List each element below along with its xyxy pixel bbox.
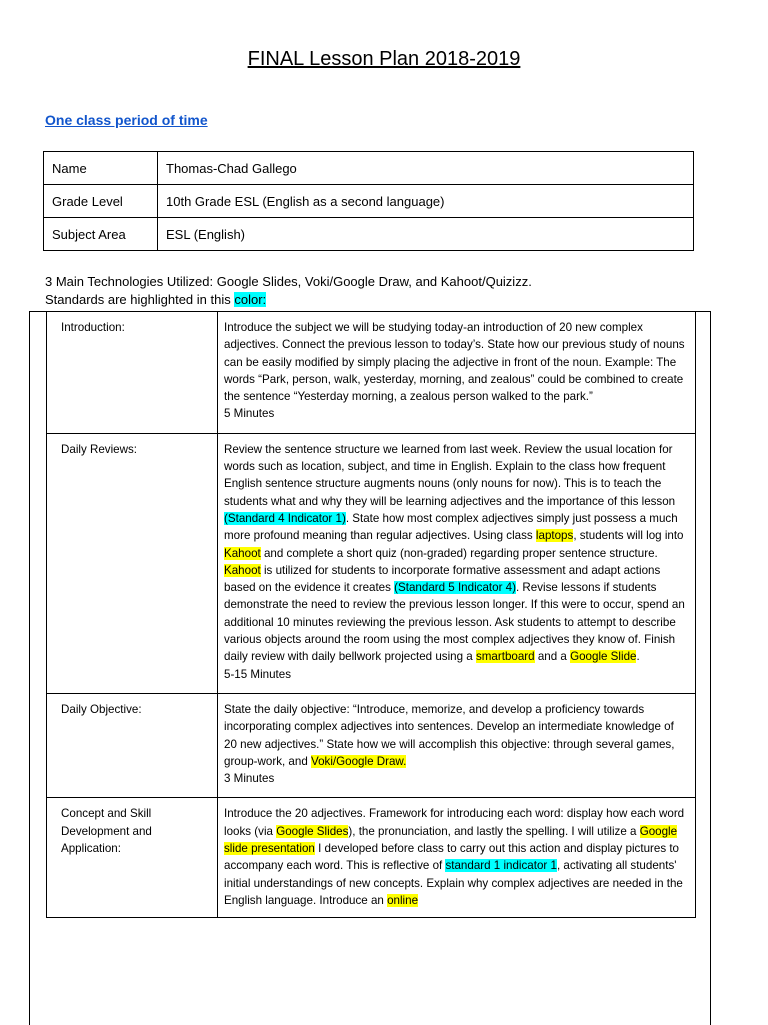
standard-highlight: (Standard 4 Indicator 1) <box>224 511 346 525</box>
standards-prefix: Standards are highlighted in this <box>45 292 235 307</box>
table-row <box>47 798 696 918</box>
technology-highlight: laptops <box>535 529 574 543</box>
text-run: I developed before class to carry out this action and display pictures to accompany each word. This is reflective of <box>224 842 680 873</box>
text-run: Review the sentence structure we learned from last week. Review the usual location for words such as location, subject, and time in English. Explain to the class how frequent English sentence structure augments nouns (only nouns for now). This is to teach the students what and why they will be learning adjectives and the importance of this lesson <box>224 442 676 508</box>
standards-line <box>45 291 532 309</box>
subject-area-value: ESL (English) <box>158 218 694 251</box>
text-run: ), the pronunciation, and lastly the spelling. I will utilize a <box>348 824 640 838</box>
text-run: State the daily objective: “Introduce, memorize, and develop a proficiency towards incorporating complex adjectives into sentences. Develop an intermediate knowledge of 20 new adjectives.” State how we will accomplish this objective: through several games, group-work, and <box>224 702 675 768</box>
concept-content <box>218 798 696 918</box>
name-value: Thomas-Chad Gallego <box>158 152 694 185</box>
subject-area-label: Subject Area <box>44 218 158 251</box>
daily-reviews-time: 5-15 Minutes <box>224 667 292 681</box>
daily-reviews-label: Daily Reviews: <box>47 433 218 693</box>
standard-highlight: (Standard 5 Indicator 4) <box>394 581 516 595</box>
text-run: . <box>636 650 640 664</box>
standards-color-highlight: color: <box>234 292 267 307</box>
table-row <box>47 433 696 693</box>
daily-objective-content <box>218 693 696 797</box>
grade-level-value: 10th Grade ESL (English as a second language) <box>158 185 694 218</box>
text-run: Introduce the 20 adjectives. Framework for introducing each word: display how each word looks (via <box>224 807 685 838</box>
introduction-time: 5 Minutes <box>224 407 275 421</box>
text-run: , students will log into <box>573 529 684 543</box>
technology-highlight: smartboard <box>475 650 535 664</box>
lesson-plan-table <box>46 311 696 918</box>
technology-highlight: Kahoot <box>224 563 261 577</box>
daily-reviews-content <box>218 433 696 693</box>
table-row <box>44 218 694 251</box>
text-run: . Revise lessons if students demonstrate the need to review the previous lesson longer. If this were to occur, spend an additional 10 minutes reviewing the previous lesson. Ask students to attempt to describe various objects around the room using the most complex adjectives they know of. Finish daily review with daily bellwork projected using a <box>224 581 685 664</box>
info-table <box>43 151 694 251</box>
technologies-line: 3 Main Technologies Utilized: Google Slides, Voki/Google Draw, and Kahoot/Quizizz. <box>45 274 532 289</box>
technology-highlight: online <box>387 893 419 907</box>
grade-level-label: Grade Level <box>44 185 158 218</box>
text-run: is utilized for students to incorporate formative assessment and adapt actions based on the evidence it creates <box>224 563 661 595</box>
introduction-text: Introduce the subject we will be studying today-an introduction of 20 new complex adjectives. Connect the previous lesson to today’s. State how our previous study of nouns can be easily modified by simply placing the adjective in front of the noun. Example: The words “Park, person, walk, yesterday, morning, and zealous” could be combined to create the sentence “Yesterday morning, a zealous person walked to the park.” <box>224 321 685 404</box>
name-label: Name <box>44 152 158 185</box>
technology-highlight: Google slide presentation <box>224 824 678 856</box>
table-row <box>47 693 696 797</box>
daily-objective-label: Daily Objective: <box>47 693 218 797</box>
table-row <box>44 152 694 185</box>
technology-highlight: Voki/Google Draw. <box>311 754 407 768</box>
concept-label: Concept and Skill Development and Application: <box>47 798 218 918</box>
concept-text <box>224 805 689 909</box>
introduction-content <box>218 312 696 434</box>
technology-highlight: Google Slide <box>570 650 637 664</box>
table-row <box>47 312 696 434</box>
technology-highlight: Kahoot <box>224 546 261 560</box>
document-title: FINAL Lesson Plan 2018-2019 <box>247 48 521 70</box>
text-run: , activating all students' initial understandings of new concepts. Explain why complex adjectives are needed in the English language. Introduce an <box>224 859 683 907</box>
table-row <box>44 185 694 218</box>
notes <box>45 273 532 309</box>
daily-objective-text <box>224 701 689 770</box>
subtitle-link[interactable]: One class period of time <box>45 112 208 128</box>
technology-highlight: Google Slides <box>276 824 349 838</box>
text-run: and a <box>534 650 571 664</box>
text-run: . State how most complex adjectives simply just possess a much more profound meaning than regular adjectives. Using class <box>224 511 678 543</box>
daily-reviews-text <box>224 441 689 666</box>
text-run: and complete a short quiz (non-graded) regarding proper sentence structure. <box>260 546 658 560</box>
standard-highlight: standard 1 indicator 1 <box>445 859 557 873</box>
introduction-label: Introduction: <box>47 312 218 434</box>
daily-objective-time: 3 Minutes <box>224 772 275 786</box>
